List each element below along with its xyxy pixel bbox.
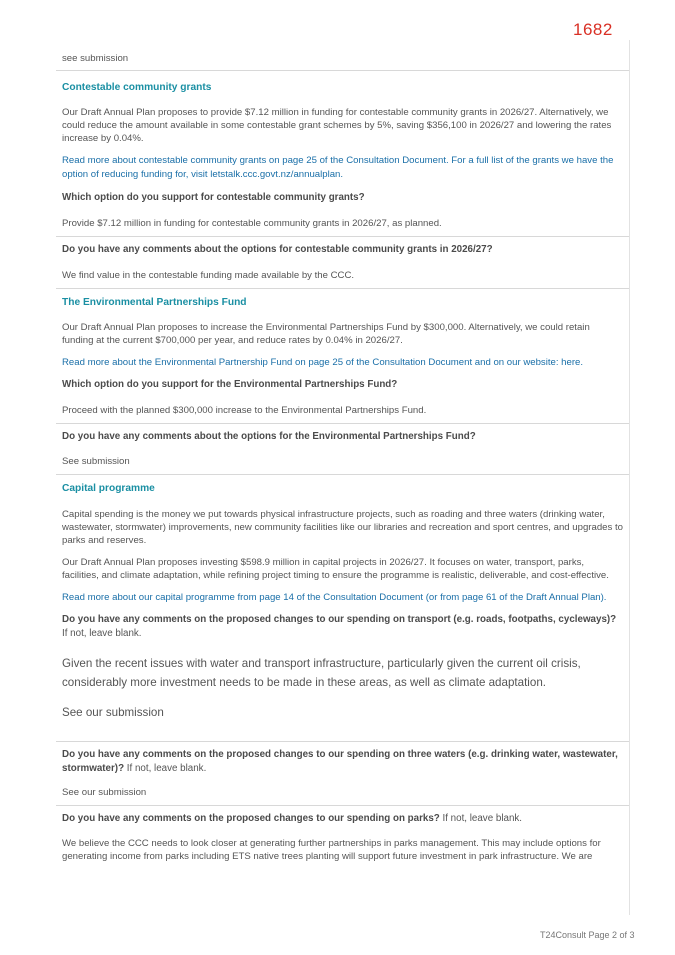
epf-heading: The Environmental Partnerships Fund: [62, 296, 247, 308]
epf-link[interactable]: Read more about the Environmental Partnership Fund on page 25 of the Consultation Document and on our website: here.: [62, 357, 584, 369]
grants-question-2: Do you have any comments about the options for contestable community grants in 2026/27?: [62, 243, 493, 255]
transport-question: [62, 613, 623, 641]
water-answer: See our submission: [62, 786, 147, 798]
water-question-hint: If not, leave blank.: [124, 762, 207, 774]
intro-answer: see submission: [62, 53, 129, 64]
water-question: [62, 748, 623, 776]
epf-question-2-block: [56, 424, 629, 474]
epf-question-1: Which option do you support for the Environmental Partnerships Fund?: [62, 379, 398, 391]
capital-link[interactable]: Read more about our capital programme from page 14 of the Consultation Document (or from page 61 of the Draft Annual Plan).: [62, 591, 607, 603]
epf-answer-1: Proceed with the planned $300,000 increase to the Environmental Partnerships Fund.: [62, 405, 427, 417]
grants-answer-2: We find value in the contestable funding made available by the CCC.: [62, 269, 355, 281]
transport-question-text: Do you have any comments on the proposed changes to our spending on transport (e.g. roads, footpaths, cycleways)?: [62, 614, 617, 626]
grants-link[interactable]: Read more about contestable community grants on page 25 of the Consultation Document. For a full list of the grants we have the option of reducing funding for, visit letstalk.ccc.govt.nz/annualplan.: [62, 155, 614, 180]
parks-question-text: Do you have any comments on the proposed changes to our spending on parks?: [62, 812, 440, 824]
page-footer: T24Consult Page 2 of 3: [540, 930, 635, 940]
capital-section: [56, 475, 629, 740]
parks-section: [56, 806, 629, 863]
parks-answer: We believe the CCC needs to look closer at generating further partnerships in parks management. This may include options for generating income from parks including ETS native trees planting will support future investment in park infrastructure. We are: [62, 837, 601, 862]
grants-question-1: Which option do you support for contestable community grants?: [62, 191, 365, 203]
capital-body-1: Capital spending is the money we put towards physical infrastructure projects, such as roading and three waters (drinking water, wastewater, stormwater) improvements, new community facilities like our libraries and recreation and sport centres, and upgrades to parks and reserves.: [62, 508, 623, 546]
epf-body: Our Draft Annual Plan proposes to increase the Environmental Partnerships Fund by $300,000. Alternatively, we could retain funding at the current $700,000 per year, and reduce rates by 0.04% in 2026/27.: [62, 321, 590, 347]
capital-heading: Capital programme: [62, 483, 155, 495]
capital-body-2: Our Draft Annual Plan proposes investing $598.9 million in capital projects in 2026/27. It focuses on water, transport, parks, facilities, and climate adaptation, while refining project timing to ensure the programme is realistic, deliverable, and cost-effective.: [62, 556, 609, 581]
intro-answer-block: [56, 40, 629, 70]
parks-question-hint: If not, leave blank.: [439, 812, 523, 824]
water-question-text: Do you have any comments on the proposed changes to our spending on three waters (e.g. drinking water, wastewater, stormwater)?: [62, 748, 618, 774]
transport-answer-1: Given the recent issues with water and transport infrastructure, particularly given the current oil crisis, considerably more investment needs to be made in these areas, as well as climate adaptation.: [62, 657, 581, 689]
grants-answer-1: Provide $7.12 million in funding for contestable community grants in 2026/27, as planned.: [62, 217, 442, 229]
grants-question-2-block: [56, 237, 629, 288]
transport-answer-2: See our submission: [62, 706, 164, 720]
epf-section: [56, 289, 629, 423]
parks-question: [62, 812, 623, 826]
page-stamp-number: 1682: [573, 20, 613, 39]
grants-heading: Contestable community grants: [62, 82, 212, 94]
water-section: [56, 742, 629, 805]
submission-content: [56, 40, 630, 915]
epf-question-2: Do you have any comments about the options for the Environmental Partnerships Fund?: [62, 431, 476, 443]
epf-answer-2: See submission: [62, 456, 130, 468]
grants-body: Our Draft Annual Plan proposes to provide $7.12 million in funding for contestable community grants in 2026/27. Alternatively, we could reduce the amount available in some contestable grant schemes by 5%, saving $356,100 in 2026/27 and lowering the rates increase by 0.04%.: [62, 107, 612, 145]
grants-section: [56, 71, 629, 236]
transport-question-hint: If not, leave blank.: [62, 628, 142, 640]
